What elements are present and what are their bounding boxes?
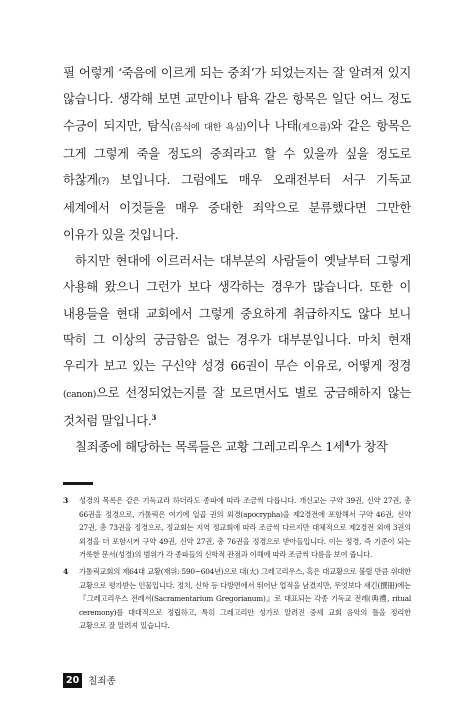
body-text <box>63 60 411 460</box>
paragraph-3-text-2: 가 창작 <box>349 439 388 455</box>
footnote-text: 성경의 목록은 같은 기독교라 하더라도 종파에 따라 조금씩 다릅니다. 개신교는 구약 39권, 신약 27권, 총 66권을 정경으로, 가톨릭은 여기에 일곱 권의 외경(apocrypha)을 제2경전에 포함해서 구약 46권, 신약 27권, 총 73권을 정경으로, 정교회는 지역 정교회에 따라 조금씩 다르지만 대체적으로 제2경전 외에 3권의 외경을 더 포함시켜 구약 49권, 신약 27권, 총 76권을 정경으로 받아들입니다. 이는 정경, 즉 기준이 되는 거룩한 문서(성경)의 범위가 각 종파들의 신학적 관점과 이해에 따라 조금씩 다름을 보여 줍니다. <box>79 496 411 560</box>
gloss-canon: (canon) <box>63 388 97 400</box>
paragraph-3-text: 칠죄종에 해당하는 목록들은 교황 그레고리우스 1세 <box>75 439 345 455</box>
gloss-sloth: (게으름) <box>298 121 331 133</box>
footnote-3 <box>63 494 411 562</box>
paragraph-3 <box>63 434 411 460</box>
paragraph-2-text: 하지만 현대에 이르러서는 대부분의 사람들이 옛날부터 그렇게 사용해 왔으니 그런가 보다 생각하는 경우가 많습니다. 또한 이 내용들을 현대 교회에서 그렇게 중요하게 취급하지도 않다 보니 딱히 그 이상의 궁금함은 없는 경우가 대부분입니다. 마치 현재 우리가 보고 있는 구신약 성경 66권이 무슨 이유로, 어떻게 정경 <box>63 253 411 374</box>
footnote-mark-4[interactable]: 4 <box>344 439 350 449</box>
paragraph-1-text: 필 어렇게 ‘죽음에 이르게 되는 중죄’가 되었는지는 잘 알려져 있지 않습니다. 생각해 보면 교만이나 탐욕 같은 항목은 일단 어느 정도 수긍이 되지만, 탐식 <box>63 65 411 133</box>
gloss-question: (?) <box>97 176 110 188</box>
paragraph-1-text-3: 와 같은 항목은 그게 그렇게 죽을 정도의 중죄라고 할 수 있을까 싶을 정도로 하찮게 <box>63 117 411 188</box>
footnote-4 <box>63 565 411 633</box>
running-title: 칠죄종 <box>88 676 116 687</box>
footnote-text: 가톨릭교회의 제64대 교황(재위: 590~604년)으로 대(大) 그레고리우스, 혹은 대교황으로 불릴 만큼 위대한 교황으로 평가받는 인물입니다. 정치, 신학 등 다방면에서 뛰어난 업적을 남겼지만, 무엇보다 새긴(撰冊)에는 『그레고리우스 전례서(Sacramentarium Gregorianum)』로 대표되는 각종 기독교 전례(典禮, ritual ceremony)를 대대적으로 정립하고, 특히 그레고리안 성가로 알려진 중세 교회 음악의 틀을 정리한 교황으로 잘 알려져 있습니다. <box>79 566 411 631</box>
footnote-divider <box>63 482 93 485</box>
page-footer <box>63 672 116 688</box>
paragraph-1-text-2: 이나 나태 <box>246 117 299 133</box>
paragraph-1-text-4: 보입니다. 그럼에도 매우 오래전부터 서구 기독교 세계에서 이것들을 매우 중대한 죄악으로 분류했다면 그만한 이유가 있을 것입니다. <box>63 172 411 242</box>
gloss-gluttony: (음식에 대한 욕심) <box>170 121 247 133</box>
paragraph-2-text-2: 으로 선정되었는지를 잘 모르면서도 별로 궁금해하지 않는 것처럼 말입니다. <box>63 384 411 428</box>
footnotes <box>63 494 411 636</box>
paragraph-1 <box>63 60 411 248</box>
footnote-number: 3 <box>63 496 69 505</box>
page-number: 20 <box>63 673 82 688</box>
paragraph-2 <box>63 248 411 434</box>
footnote-number: 4 <box>63 566 69 576</box>
footnote-mark-3[interactable]: 3 <box>151 412 157 422</box>
